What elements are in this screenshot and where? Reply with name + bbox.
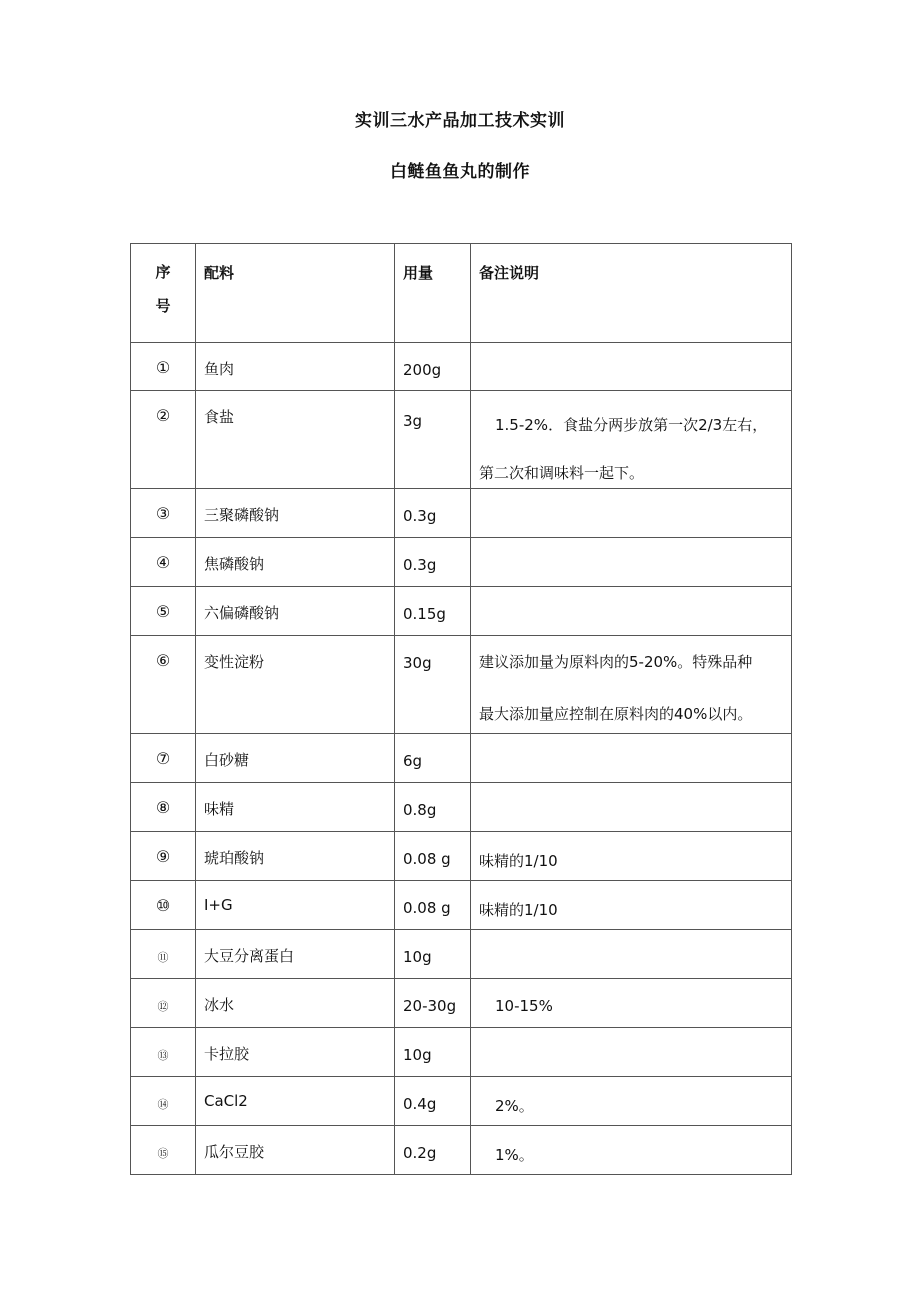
table-row xyxy=(131,979,792,1028)
table-row xyxy=(131,832,792,881)
row-note xyxy=(471,587,792,636)
row-amount: 0.3g xyxy=(395,489,471,538)
row-note xyxy=(471,343,792,391)
header-amount: 用量 xyxy=(395,244,471,343)
row-note xyxy=(471,391,792,489)
document-subtitle: 白鲢鱼鱼丸的制作 xyxy=(390,162,530,182)
row-amount: 0.08 g xyxy=(395,832,471,881)
note-line: 1.5-2%．食盐分两步放第一次2/3左右， xyxy=(495,416,768,434)
row-index: ⑭ xyxy=(131,1077,196,1126)
table-row xyxy=(131,1077,792,1126)
row-amount: 0.4g xyxy=(395,1077,471,1126)
table-row xyxy=(131,587,792,636)
row-amount: 200g xyxy=(395,343,471,391)
note-line: 1%。 xyxy=(495,1146,534,1164)
table-row xyxy=(131,1028,792,1077)
header-index-bottom: 号 xyxy=(155,297,171,315)
row-ingredient: 变性淀粉 xyxy=(196,636,395,734)
row-note xyxy=(471,1028,792,1077)
row-ingredient: CaCl2 xyxy=(196,1077,395,1126)
row-note xyxy=(471,636,792,734)
row-ingredient: 六偏磷酸钠 xyxy=(196,587,395,636)
row-index: ⑤ xyxy=(131,587,196,636)
note-line: 10-15% xyxy=(495,997,553,1015)
row-note: 味精的1/10 xyxy=(471,881,792,930)
row-amount: 0.15g xyxy=(395,587,471,636)
row-ingredient: 冰水 xyxy=(196,979,395,1028)
row-ingredient: 味精 xyxy=(196,783,395,832)
row-ingredient: 卡拉胶 xyxy=(196,1028,395,1077)
row-amount: 0.8g xyxy=(395,783,471,832)
note-line: 最大添加量应控制在原料肉的40%以内。 xyxy=(479,705,753,723)
row-ingredient: 大豆分离蛋白 xyxy=(196,930,395,979)
note-line: 第二次和调味料一起下。 xyxy=(479,464,645,482)
row-index: ⑥ xyxy=(131,636,196,734)
row-note xyxy=(471,538,792,587)
row-ingredient: I+G xyxy=(196,881,395,930)
row-index: ⑧ xyxy=(131,783,196,832)
row-index: ⑬ xyxy=(131,1028,196,1077)
row-note xyxy=(471,489,792,538)
table-row xyxy=(131,783,792,832)
row-index: ⑩ xyxy=(131,881,196,930)
row-amount: 10g xyxy=(395,1028,471,1077)
header-note: 备注说明 xyxy=(471,244,792,343)
row-ingredient: 白砂糖 xyxy=(196,734,395,783)
ingredients-table xyxy=(130,243,792,1175)
row-index: ① xyxy=(131,343,196,391)
table-row xyxy=(131,636,792,734)
row-note xyxy=(471,783,792,832)
table-row xyxy=(131,881,792,930)
row-index: ⑫ xyxy=(131,979,196,1028)
row-note xyxy=(471,979,792,1028)
row-note xyxy=(471,1126,792,1175)
table-row xyxy=(131,1126,792,1175)
header-index xyxy=(131,244,196,343)
row-index: ③ xyxy=(131,489,196,538)
row-ingredient: 焦磷酸钠 xyxy=(196,538,395,587)
row-ingredient: 瓜尔豆胶 xyxy=(196,1126,395,1175)
row-index: ⑮ xyxy=(131,1126,196,1175)
header-index-top: 序 xyxy=(155,263,171,281)
row-amount: 6g xyxy=(395,734,471,783)
row-ingredient: 鱼肉 xyxy=(196,343,395,391)
table-header-row xyxy=(131,244,792,343)
row-amount: 10g xyxy=(395,930,471,979)
table-row xyxy=(131,538,792,587)
row-index: ④ xyxy=(131,538,196,587)
row-ingredient: 三聚磷酸钠 xyxy=(196,489,395,538)
row-amount: 3g xyxy=(395,391,471,489)
row-amount: 20-30g xyxy=(395,979,471,1028)
table-row xyxy=(131,930,792,979)
header-ingredient: 配料 xyxy=(196,244,395,343)
row-amount: 30g xyxy=(395,636,471,734)
table-row xyxy=(131,734,792,783)
row-note: 味精的1/10 xyxy=(471,832,792,881)
row-index: ⑦ xyxy=(131,734,196,783)
table-row xyxy=(131,489,792,538)
row-note xyxy=(471,930,792,979)
document-title: 实训三水产品加工技术实训 xyxy=(355,111,565,131)
table-row xyxy=(131,391,792,489)
note-line: 建议添加量为原料肉的5-20%。特殊品种 xyxy=(479,653,753,671)
row-note xyxy=(471,1077,792,1126)
row-amount: 0.2g xyxy=(395,1126,471,1175)
row-ingredient: 琥珀酸钠 xyxy=(196,832,395,881)
row-note xyxy=(471,734,792,783)
table-row xyxy=(131,343,792,391)
row-index: ⑨ xyxy=(131,832,196,881)
row-index: ⑪ xyxy=(131,930,196,979)
row-amount: 0.08 g xyxy=(395,881,471,930)
row-index: ② xyxy=(131,391,196,489)
row-amount: 0.3g xyxy=(395,538,471,587)
row-ingredient: 食盐 xyxy=(196,391,395,489)
note-line: 2%。 xyxy=(495,1097,534,1115)
